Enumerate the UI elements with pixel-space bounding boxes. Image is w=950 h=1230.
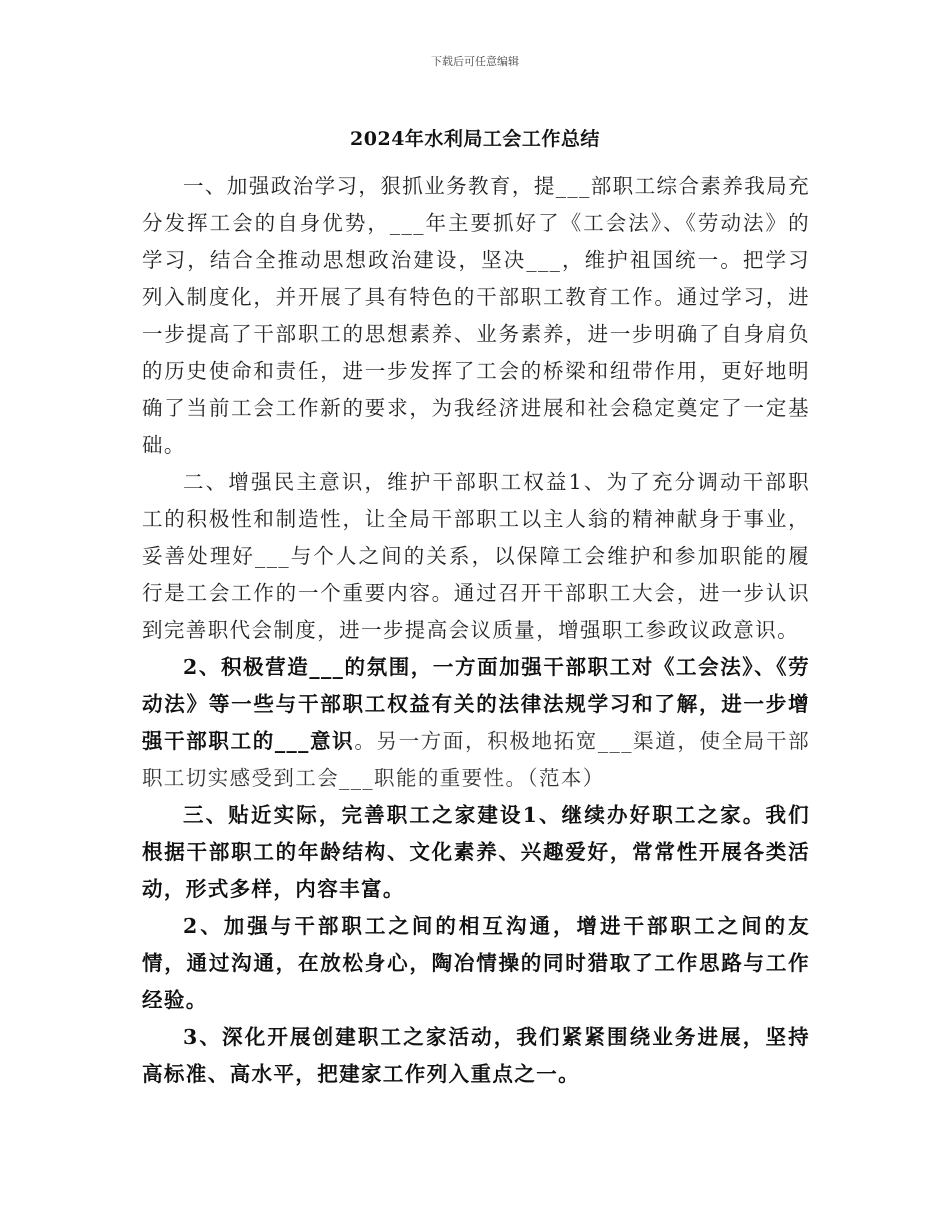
paragraph-atmosphere xyxy=(142,649,810,797)
paragraph-atmosphere-bold: 2、积极营造___的氛围，一方面加强干部职工对《工会法》、《劳动法》等一些与干部职工权益有关的法律法规学习和了解，进一步增强干部职工的___意识 xyxy=(142,655,810,753)
paragraph-political-study: 一、加强政治学习，狠抓业务教育，提___部职工综合素养我局充分发挥工会的自身优势，___年主要抓好了《工会法》、《劳动法》的学习，结合全推动思想政治建设，坚决___，维护祖国统一。把学习列入制度化，并开展了具有特色的干部职工教育工作。通过学习，进一步提高了干部职工的思想素养、业务素养，进一步明确了自身肩负的历史使命和责任，进一步发挥了工会的桥梁和纽带作用，更好地明确了当前工会工作新的要求，为我经济进展和社会稳定奠定了一定基础。 xyxy=(142,174,810,457)
paragraph-communication: 2、加强与干部职工之间的相互沟通，增进干部职工之间的友情，通过沟通，在放松身心，陶冶情操的同时猎取了工作思路与工作经验。 xyxy=(142,914,810,1012)
paragraph-home-building: 3、深化开展创建职工之家活动，我们紧紧围绕业务进展，坚持高标准、高水平，把建家工作列入重点之一。 xyxy=(142,1025,810,1086)
page-header-note: 下载后可任意编辑 xyxy=(431,55,519,68)
paragraph-democratic-awareness: 二、增强民主意识，维护干部职工权益1、为了充分调动干部职工的积极性和制造性，让全局干部职工以主人翁的精神献身于事业，妥善处理好___与个人之间的关系，以保障工会维护和参加职能的履行是工会工作的一个重要内容。通过召开干部职工大会，进一步认识到完善职代会制度，进一步提高会议质量，增强职工参政议政意识。 xyxy=(142,470,810,642)
paragraph-workers-home: 三、贴近实际，完善职工之家建设1、继续办好职工之家。我们根据干部职工的年龄结构、文化素养、兴趣爱好，常常性开展各类活动，形式多样，内容丰富。 xyxy=(142,803,810,901)
document-body xyxy=(142,168,810,1093)
paragraph-atmosphere-normal: 。另一方面，积极地拓宽___渠道，使全局干部职工切实感受到工会___职能的重要性。（范本） xyxy=(142,729,810,790)
document-title: 2024年水利局工会工作总结 xyxy=(350,128,600,150)
